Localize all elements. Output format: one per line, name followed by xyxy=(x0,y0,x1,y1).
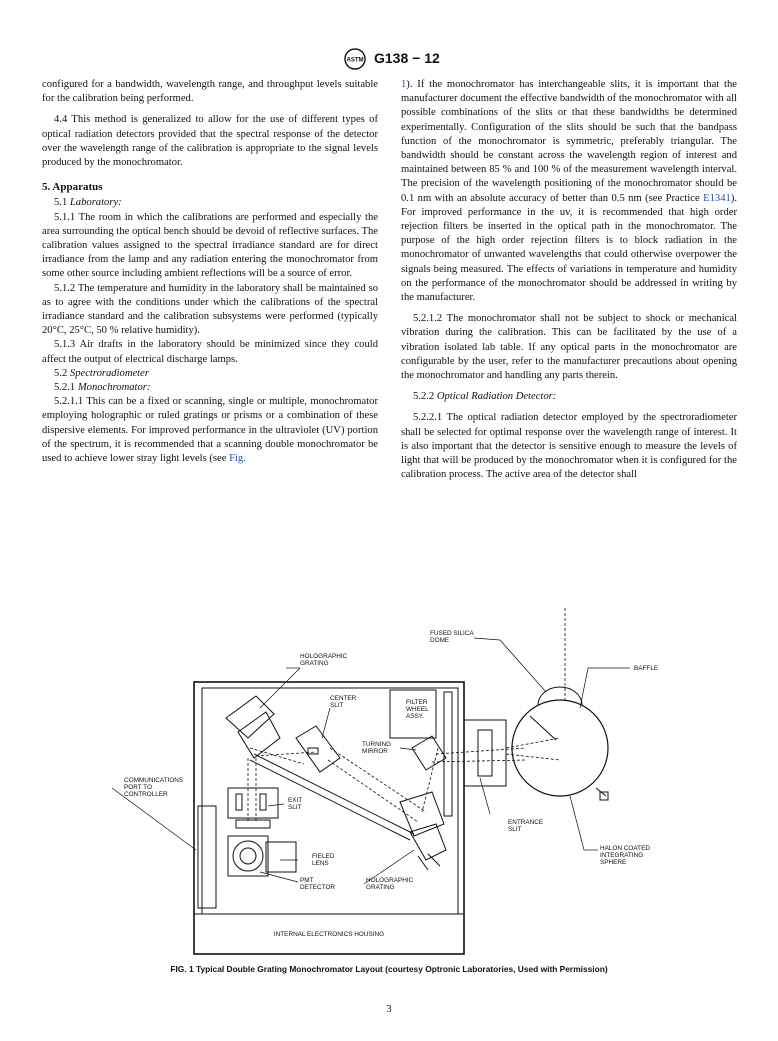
subsection-5-2-1: 5.2.1 Monochromator: xyxy=(54,382,151,394)
label-center-slit: CENTER SLIT xyxy=(330,695,357,709)
label-communications-port: COMMUNICATIONS PORT TO CONTROLLER xyxy=(124,777,184,798)
label-pmt-detector: PMT DETECTOR xyxy=(300,877,336,891)
left-column xyxy=(42,78,378,466)
paragraph-continuation: configured for a bandwidth, wavelength range, and throughput levels suitable for the calibration being performed. xyxy=(42,79,378,105)
section-heading-apparatus: 5. Apparatus xyxy=(42,181,103,194)
label-filter-wheel: FILTER WHEEL ASSY. xyxy=(406,699,429,720)
page-number: 3 xyxy=(386,1004,392,1015)
label-holographic-grating-top: HOLOGRAPHIC GRATING xyxy=(300,653,348,667)
paragraph-4-4: 4.4 This method is generalized to allow for the use of different types of optical radiation detectors provided that the spectral response of the detector over the wavelength range of the calibration is appropriate to the signal levels produced by the monochromator. xyxy=(42,114,378,169)
paragraph-5-1-1: 5.1.1 The room in which the calibrations are performed and especially the area surrounding the optical bench should be devoid of reflective surfaces. The calibration values assigned to the spectral irradiance standard are for direct irradiance from the lamp and any radiation entering the monochromator from some other source including ambient reflections will be a source of error. xyxy=(42,211,378,280)
page-header xyxy=(0,48,778,72)
paragraph-continuation-right: 1). If the monochromator has interchangeable slits, it is important that the manufacturer document the effective bandwidth of the monochromator with all possible combinations of the slits or that these bandwidths be determined experimentally. Configuration of the slits should be such that the bandpass function of the monochromator is symmetric, preferably triangular. The bandwidth should be constant across the wavelength region of interest and maintained between 85 % and 100 % of the measurement wavelength interval. The precision of the wavelength positioning of the monochromator should be 0.1 nm with an absolute accuracy of better than 0.5 nm (see Practice E1341). For improved performance in the uv, it is recommended that high order rejection filters be inserted in the optical path in the monochromator. The purpose of the high order rejection filters is to block radiation in the monochromator of unwanted wavelengths that could otherwise overpower the signals being measured. The effects of variations in temperature and humidity on the performance of the monochromator should be addressed in writing by the manufacturer. xyxy=(401,79,737,304)
astm-logo-icon xyxy=(342,48,368,70)
right-column xyxy=(401,78,737,482)
paragraph-5-2-1-2: 5.2.1.2 The monochromator shall not be subject to shock or mechanical vibration during the calibration. This can be facilitated by the use of a vibration isolated lab table. If any optical parts in the monochromator are configurable by the user, refer to the manufacturer precautions about opening the monochromator and handling any parts therein. xyxy=(401,313,737,382)
subsection-5-2-2: 5.2.2 Optical Radiation Detector: xyxy=(413,391,557,403)
paragraph-5-1-2: 5.1.2 The temperature and humidity in the laboratory shall be maintained so as to agree with the conditions under which the calibrations of the spectral irradiance standard and the calibration subsystems were performed (typically 20°C, 25°C, 50 % relative humidity). xyxy=(42,282,378,337)
label-turning-mirror: TURNING MIRROR xyxy=(362,741,392,755)
label-baffle: BAFFLE xyxy=(634,665,659,672)
monochromator-diagram xyxy=(60,588,720,960)
subsection-5-1: 5.1 Laboratory: xyxy=(54,197,122,209)
subsection-5-2: 5.2 Spectroradiometer xyxy=(54,367,149,379)
label-entrance-slit: ENTRANCE SLIT xyxy=(508,819,544,833)
label-field-lens: FIELED LENS xyxy=(312,853,335,867)
label-electronics-housing: INTERNAL ELECTRONICS HOUSING xyxy=(273,931,385,938)
standard-id: G138 − 12 xyxy=(374,50,440,66)
paragraph-5-2-2-1: 5.2.2.1 The optical radiation detector employed by the spectroradiometer shall be selected for optimal response over the wavelength range of interest. It is also important that the detector is sensitive enough to measure the levels of light that will be produced by the monochromator when it is configured for the calibration process. The active area of the detector shall xyxy=(401,412,737,481)
label-halon-sphere: HALON COATED INTEGRATING SPHERE xyxy=(600,845,650,866)
paragraph-5-1-3: 5.1.3 Air drafts in the laboratory should be minimized since they could affect the output of electrical discharge lamps. xyxy=(42,339,378,365)
label-exit-slit: EXIT SLIT xyxy=(288,797,303,811)
svg-text:ASTM: ASTM xyxy=(346,57,364,64)
e1341-link[interactable]: E1341 xyxy=(703,192,731,204)
figure-caption: FIG. 1 Typical Double Grating Monochromator Layout (courtesy Optronic Laboratories, Used with Permission) xyxy=(170,964,608,974)
fig-link[interactable]: Fig. xyxy=(229,453,246,465)
fig-1-link[interactable]: 1 xyxy=(401,79,407,90)
paragraph-5-2-1-1: 5.2.1.1 This can be a fixed or scanning, single or multiple, monochromator employing holographic or ruled gratings or prisms or a combination of these dispersive elements. For improved performance in the ultraviolet (UV) portion of the spectrum, it is recommended that a scanning double monochromator be used to achieve lower stray light levels (see Fig. xyxy=(42,396,378,465)
label-fused-silica-dome: FUSED SILICA DOME xyxy=(430,630,474,644)
label-holographic-grating-bottom: HOLOGRAPHIC GRATING xyxy=(366,877,414,891)
